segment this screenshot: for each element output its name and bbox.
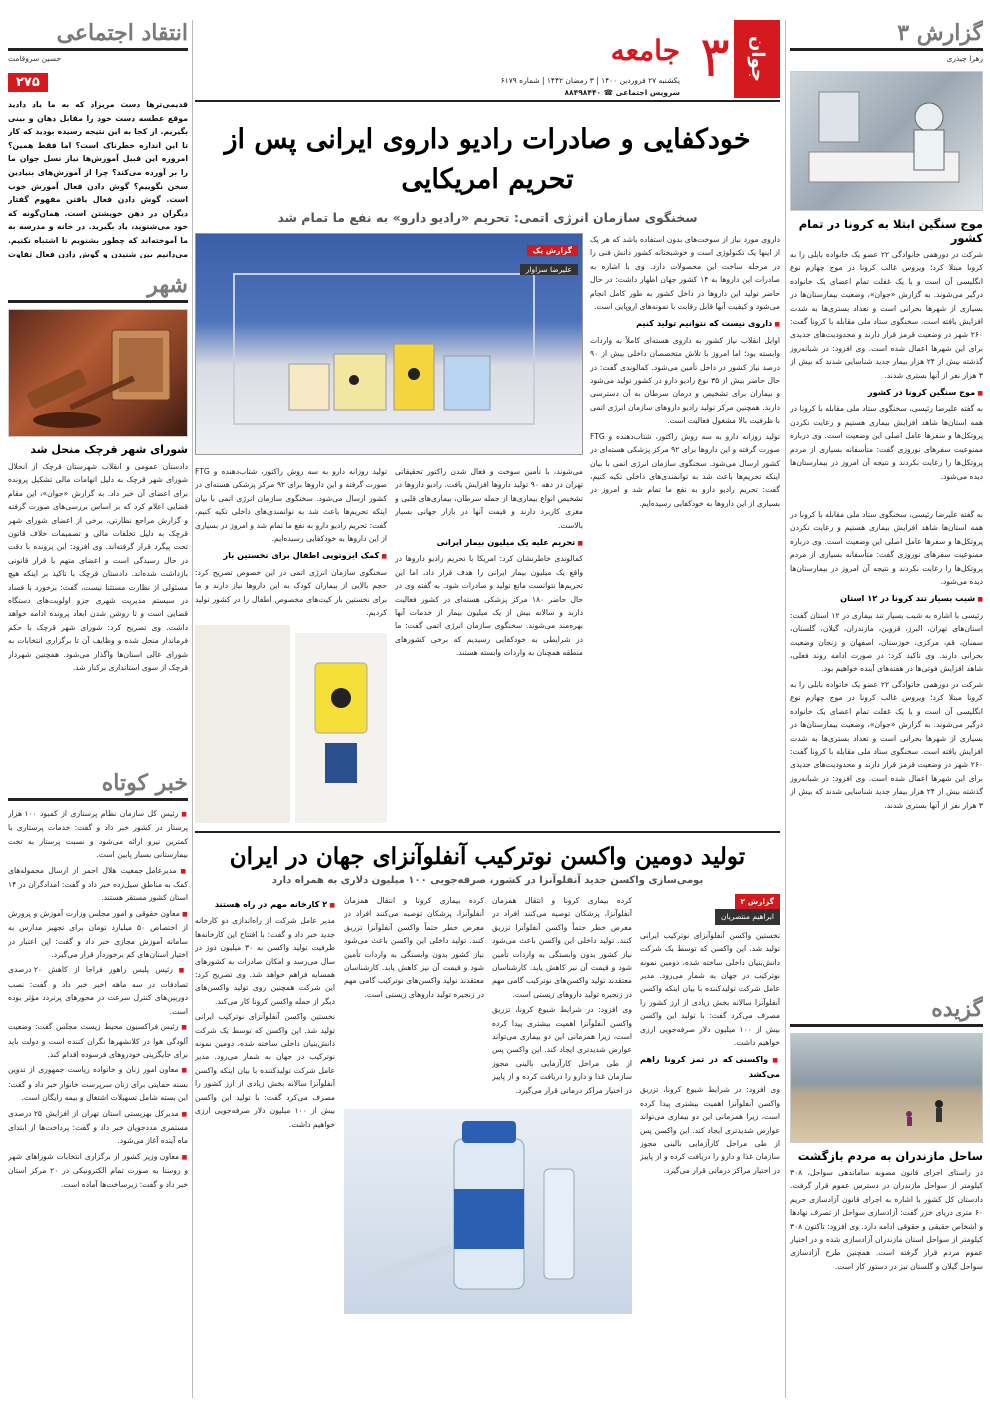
news-item: ■ رئیس پلیس راهور فراجا از کاهش ۲۰ درصدی تصادفات در سه ماهه اخیر خبر داد و گفت: نصب دوربین‌های کنترل سرعت در محورهای پرتردد مؤثر بوده است. — [8, 963, 188, 1018]
city-headline: شورای شهر قرچک منحل شد — [30, 443, 188, 456]
main-story-col-3 — [195, 465, 387, 625]
hospital-photo — [790, 71, 983, 211]
para: تولید روزانه دارو به سه روش راکتور، شتاب‌دهنده و FTG صورت گرفته و این داروها برای ۹۲ مرکز پزشکی هسته‌ای در کشور ارسال می‌شود. سخنگوی سازمان انرژی اتمی با بیان اینکه تحریم‌ها باعث شد به توانمندی‌های داخلی تکیه کنیم، گفت: تحریم رادیو دارو به نفع ما تمام شد و امروز در بسیاری از این داروها به خودکفایی رسیده‌ایم. — [590, 431, 780, 508]
reporter-name-2: ابراهیم منتصریان — [715, 909, 780, 924]
right-headline-2: ساحل مازندران به مردم بازگشت — [797, 1149, 983, 1163]
para: مدیر عامل شرکت از راه‌اندازی دو کارخانه جدید خبر داد و گفت: با افتتاح این کارخانه‌ها ظرفیت تولید واکسن به ۳۰ میلیون دوز در سال می‌رسد و امکان صادرات به کشورهای همسایه فراهم خواهد شد. وی تصریح کرد: این شرکت همچنین روی تولید واکسن‌های دیگر از جمله واکسن کرونا کار می‌کند. — [195, 916, 335, 1006]
section-head-report-title: گزارش ۳ — [897, 20, 983, 46]
section-head-news-title: خبر کوتاه — [101, 770, 188, 796]
para: در راستای اجرای قانون مصوبه ساماندهی سواحل، ۳۰۸ کیلومتر از سواحل مازندران در دسترس عموم قرار گرفت. دادستان کل کشور با اشاره به اجرای قانون آزادسازی حریم ۶۰ متری دریای خزر گفت: آزادسازی سواحل از تصرف نهادها و اشخاص حقیقی و حقوقی ادامه دارد. وی افزود: تاکنون ۳۰۸ کیلومتر از سواحل استان مازندران آزادسازی شده و در اختیار عموم مردم قرار گرفته است. همچنین طرح آزادسازی سواحل گیلان و گلستان نیز در دستور کار است. — [790, 1168, 983, 1271]
right-body-1 — [790, 248, 983, 508]
report-tag: گزارش یک — [527, 245, 578, 256]
page-number: ۳ — [699, 25, 730, 90]
second-story — [195, 894, 780, 1314]
subhead: ■ موج سنگین کرونا در کشور — [790, 386, 983, 400]
para: به گفته علیرضا رئیسی، سخنگوی ستاد ملی مقابله با کرونا در همه استان‌ها شاهد افزایش بیماری هستیم و رعایت نکردن پروتکل‌ها و سفرها عامل اصلی این وضعیت است. وی درباره ممنوعیت سفرهای نوروزی گفت: متأسفانه بسیاری از مردم پروتکل‌ها را رعایت نکردند و نتیجه آن امروز در بیمارستان‌ها دیده می‌شود. — [790, 404, 983, 481]
news-item: ■ رئیس فراکسیون محیط زیست مجلس گفت: وضعیت آلودگی هوا در کلانشهرها نگران کننده است و دولت باید برای جایگزینی خودروهای فرسوده اقدام کند. — [8, 1020, 188, 1061]
main-headline: خودکفایی و صادرات رادیو داروی ایرانی پس از تحریم امریکایی — [224, 124, 751, 195]
para: رئیسی با اشاره به شیب بسیار تند بیماری در ۱۲ استان گفت: استان‌های تهران، البرز، قزوین، مازندران، گیلان، گلستان، سمنان، قم، مرکزی، خوزستان، اصفهان و زنجان وضعیت بحرانی دارند. وی تاکید کرد: در صورت ادامه روند فعلی، شاهد افزایش فوتی‌ها در هفته‌های آینده خواهیم بود. — [790, 610, 983, 674]
right-body-2 — [790, 508, 983, 988]
news-item: ■ معاون حقوقی و امور مجلس وزارت آموزش و پرورش از اختصاص ۵۰ میلیارد تومان برای تجهیز مدارس به سامانه آموزش مجازی خبر داد و گفت: این اعتبار در اختیار استان‌های کم برخوردار قرار می‌گیرد. — [8, 907, 188, 962]
para: نخستین واکسن آنفلوآنزای نوترکیب ایرانی تولید شد. این واکسن که توسط یک شرکت دانش‌بنیان داخلی ساخته شده، دومین نمونه نوترکیب در جهان به شمار می‌رود. مدیر عامل شرکت تولیدکننده با بیان اینکه واکسن آنفلوآنزا سالانه بخش زیادی از ارز کشور را مصرف می‌کرد گفت: با تولید این واکسن بیش از ۱۰۰ میلیون دلار صرفه‌جویی ارزی خواهیم داشت. — [640, 930, 780, 1048]
radiation-vial-icon — [295, 633, 387, 823]
para: می‌شوند، با تأمین سوخت و فعال شدن راکتور تحقیقاتی تهران در دهه ۹۰ تولید داروها افزایش یافت. رادیو داروها در تشخیص انواع بیماری‌ها از جمله سرطان، بیماری‌های قلبی و مغزی کاربرد دارند و قیمت آنها در بازار جهانی بسیار بالاست. — [395, 467, 583, 530]
second-lead: بومی‌سازی واکسن جدید آنفلوآنزا در کشور، صرفه‌جویی ۱۰۰ میلیون دلاری به همراه دارد — [271, 875, 704, 886]
para: کمالوندی خاطرنشان کرد: امریکا با تحریم رادیو داروها در واقع یک میلیون بیمار ایرانی را هدف قرار داد، اما این تحریم‌ها نتوانست مانع تولید و صادرات شود. به گفته وی در حال حاضر ۱۸۰ مرکز پزشکی هسته‌ای در کشور فعالیت دارند و سالانه بیش از یک میلیون بیمار از خدمات آنها بهره‌مند می‌شوند. سخنگوی سازمان انرژی اتمی گفت: ما در شرایطی به خودکفایی رسیدیم که برخی کشورهای منطقه همچنان به واردات وابسته هستند. — [395, 554, 583, 658]
vaccine-photo — [344, 1109, 632, 1314]
para: سخنگوی سازمان انرژی اتمی در این خصوص تصریح کرد: حجم بالایی از بیماران کودک به این داروها نیاز دارند و ما برای نخستین بار کیت‌های مخصوص اطفال را در کشور تولید کردیم. — [195, 567, 387, 618]
para: داروی مورد نیاز از سوخت‌های بدون استفاده باشد که هر یک از اینها یک تکنولوژی است و خوشبختانه کشور دانش فنی را در مرحله ساخت این محصولات دارد. وی با اشاره به صادرات این داروها به ۱۴ کشور جهان اظهار داشت: در حال حاضر تولید این داروها در داخل کشور به طور کامل انجام می‌شود و کیفیت آنها قابل رقابت با نمونه‌های اروپایی است. — [590, 235, 780, 312]
left-column — [8, 20, 188, 1398]
right-headline-1: موج سنگین ابتلا به کرونا در تمام کشور — [798, 217, 983, 245]
subhead: ■ شیب بسیار تند کرونا در ۱۲ استان — [790, 592, 983, 606]
report-tag-2: گزارش ۲ — [735, 894, 780, 909]
radiopharma-photo — [195, 233, 583, 455]
section-head-social — [8, 20, 188, 51]
right-body-3 — [790, 1166, 983, 1398]
news-item: ■ مدیرکل بهزیستی استان تهران از افزایش ۲۵ درصدی مستمری مددجویان خبر داد و گفت: پرداخت‌ها از ابتدای ماه آینده آغاز می‌شود. — [8, 1107, 188, 1148]
para: به گفته علیرضا رئیسی، سخنگوی ستاد ملی مقابله با کرونا در همه استان‌ها شاهد افزایش بیماری هستیم و رعایت نکردن پروتکل‌ها و سفرها عامل اصلی این وضعیت است. وی درباره ممنوعیت سفرهای نوروزی گفت: متأسفانه بسیاری از مردم پروتکل‌ها را رعایت نکردند و نتیجه آن امروز در بیمارستان‌ها دیده می‌شود. — [790, 510, 983, 587]
city-text: دادستان عمومی و انقلاب شهرستان قرچک از انحلال شورای شهر قرچک به دلیل اتهامات مالی تشکیل پرونده برای اعضای آن خبر داد. به گزارش «جوان»، این مقام قضایی اعلام کرد که بر اساس بررسی‌های صورت گرفته و گزارش مراجع نظارتی، برخی از اعضای شورای شهر قرچک به دلیل تخلفات مالی و تصمیمات خلاف قانون تحت پیگرد قرار گرفته‌اند. وی افزود: این پرونده با دقت در حال رسیدگی است و اعضای متهم با قرار قانونی بازداشت شده‌اند. دادستان قرچک با تاکید بر اینکه هیچ مسئولی از نظارت مستثنا نیست، گفت: برخورد با فساد در سیستم مدیریت شهری جزو اولویت‌های دستگاه قضایی است و تا روشن شدن ابعاد پرونده ادامه خواهد داشت. وی تصریح کرد: شورای شهر قرچک با حکم فرماندار منحل شده و وظایف آن تا برگزاری انتخابات به شورای عالی استان‌ها واگذار می‌شود. همچنین شهردار قرچک از سوی استانداری برکنار شد. — [8, 462, 188, 673]
second-story-col-4 — [195, 894, 335, 1314]
para: تولید روزانه دارو به سه روش راکتور، شتاب‌دهنده و FTG صورت گرفته و این داروها برای ۹۲ مرکز پزشکی هسته‌ای در کشور ارسال می‌شود. سخنگوی سازمان انرژی اتمی با بیان اینکه تحریم‌ها باعث شد به توانمندی‌های داخلی تکیه کنیم، گفت: تحریم رادیو دارو به نفع ما تمام شد و امروز در بسیاری از این داروها به خودکفایی رسیده‌ایم. — [195, 467, 387, 544]
section-head-gozide-title: گزیده — [931, 996, 983, 1022]
subhead: ■ داروی نیست که نتوانیم تولید کنیم — [590, 317, 780, 331]
reporter-name: علیرضا سزاوار — [520, 264, 578, 275]
short-news-list — [8, 807, 188, 1398]
main-story-col-2 — [395, 465, 583, 823]
para: اوایل انقلاب نیاز کشور به داروی هسته‌ای کاملاً به واردات وابسته بود؛ اما امروز با تلاش متخصصان داخلی بیش از ۹۰ درصد نیاز کشور در داخل تأمین می‌شود. کمالوندی گفت: در حال حاضر بیش از ۳۵ نوع رادیو دارو در کشور تولید می‌شود و بیماران برای تشخیص و درمان سرطان به آن دسترسی دارند. همچنین مرکز تولید رادیو داروهای سازمان انرژی اتمی با ظرفیت بالا مشغول فعالیت است. — [590, 335, 780, 426]
beach-people-icon — [790, 1034, 982, 1143]
section-head-gozide — [790, 996, 983, 1027]
main-story — [195, 233, 780, 823]
section-head-title: انتقاد اجتماعی — [56, 20, 188, 46]
section-head-city-title: شهر — [147, 272, 188, 298]
para: شرکت در دورهمی خانوادگی ۲۲ عضو یک خانواده بابلی را به کرونا مبتلا کرد؛ ویروس غالب کرونا در موج چهارم نوع انگلیسی آن است و با یک غفلت تمام اعضای یک خانواده درگیر می‌شوند. به گزارش «جوان»، وضعیت بیمارستان‌ها در بسیاری از شهرها بحرانی است و تعداد بستری‌ها به شدت افزایش یافته است. سخنگوی ستاد ملی مقابله با کرونا گفت: ۲۶۰ شهر در وضعیت قرمز قرار دارند و محدودیت‌های جدیدی برای این شهرها اعمال شده است. وی افزود: در شبانه‌روز گذشته بیش از ۲۴ هزار بیمار جدید شناسایی شدند که بیش از ۳ هزار نفر از آنها بستری شدند. — [790, 679, 983, 810]
section-head-city — [8, 272, 188, 303]
side-filler — [195, 625, 290, 823]
masthead — [195, 20, 780, 102]
second-story-col-1 — [640, 894, 780, 1314]
para: وی افزود: در شرایط شیوع کرونا، تزریق واکسن آنفلوآنزا اهمیت بیشتری پیدا کرده است، زیرا همزمانی این دو بیماری می‌تواند عوارض شدیدتری ایجاد کند. این واکسن پس از طی مراحل کارآزمایی بالینی مجوز سازمان غذا و دارو را دریافت کرده و از پاییز در اختیار مراکز درمانی قرار می‌گیرد. — [640, 1085, 780, 1175]
para: نخستین واکسن آنفلوآنزای نوترکیب ایرانی تولید شد. این واکسن که توسط یک شرکت دانش‌بنیان داخلی ساخته شده، دومین نمونه نوترکیب در جهان به شمار می‌رود. مدیر عامل شرکت تولیدکننده با بیان اینکه واکسن آنفلوآنزا سالانه بخش زیادی از ارز کشور را مصرف می‌کرد گفت: با تولید این واکسن بیش از ۱۰۰ میلیون دلار صرفه‌جویی ارزی خواهیم داشت. — [195, 1012, 335, 1129]
news-item: ■ رئیس کل سازمان نظام پرستاری از کمبود ۱۰۰ هزار پرستار در کشور خبر داد و گفت: خدمات پرستاری با کمترین نیرو ارائه می‌شود و نسبت پرستار به تخت بیمارستانی بسیار پایین است. — [8, 807, 188, 862]
main-lead: سخنگوی سازمان انرژی اتمی: تحریم «رادیو دارو» به نفع ما تمام شد — [277, 210, 698, 225]
right-column — [790, 20, 983, 1398]
beach-photo — [790, 1033, 983, 1143]
vaccine-vial-icon — [344, 1109, 632, 1314]
news-item: ■ مدیرعامل جمعیت هلال احمر از ارسال محموله‌های کمک به مناطق سیل‌زده خبر داد و گفت: امدادگران در ۱۴ استان کشور مستقر هستند. — [8, 864, 188, 905]
para: کرده بیماری کرونا و انتقال همزمان آنفلوآنزا، پزشکان توصیه می‌کنند افراد در معرض خطر حتماً واکسن آنفلوآنزا تزریق کنند. تولید داخلی این واکسن باعث می‌شود نیاز کشور بدون وابستگی به واردات تأمین شود و قیمت آن نیز کاهش یابد. کارشناسان معتقدند تولید واکسن‌های نوترکیب گامی مهم در زنجیره تولید داروهای زیستی است. — [344, 896, 484, 999]
news-item: ■ معاون وزیر کشور از برگزاری انتخابات شوراهای شهر و روستا به صورت تمام الکترونیکی در ۲۰ مرکز استان خبر داد و گفت: زیرساخت‌ها آماده است. — [8, 1150, 188, 1191]
subhead: ■ ۲ کارخانه مهم در راه هستند — [195, 898, 335, 912]
section-title: جامعه — [610, 34, 680, 67]
second-headline: تولید دومین واکسن نوترکیب آنفلوآنزای جهان در ایران — [229, 843, 746, 870]
author-name: حسین سروقامت — [8, 54, 61, 63]
subhead: ■ تحریم علیه یک میلیون بیمار ایرانی — [395, 536, 583, 550]
section-head-news — [8, 770, 188, 801]
dateline: یکشنبه ۲۷ فروردین ۱۴۰۰ | ۳ رمضان ۱۴۴۲ | شماره ۶۱۷۹ — [500, 76, 680, 85]
center-column — [195, 20, 780, 1398]
hospital-ward-icon — [790, 72, 982, 211]
para: شرکت در دورهمی خانوادگی ۲۲ عضو یک خانواده بابلی را به کرونا مبتلا کرد؛ ویروس غالب کرونا در موج چهارم نوع انگلیسی آن است و با یک غفلت تمام اعضای یک خانواده درگیر می‌شوند. به گزارش «جوان»، وضعیت بیمارستان‌ها در بسیاری از شهرها بحرانی است و تعداد بستری‌ها به شدت افزایش یافته است. سخنگوی ستاد ملی مقابله با کرونا گفت: ۲۶۰ شهر در وضعیت قرمز قرار دارند و محدودیت‌های جدیدی برای این شهرها اعمال شده است. وی افزود: در شبانه‌روز گذشته بیش از ۲۴ هزار بیمار جدید شناسایی شدند که بیش از ۳ هزار نفر از آنها بستری شدند. — [790, 250, 983, 380]
second-story-col-3 — [344, 894, 484, 1104]
subhead: ■ واکسنی که در تمز کرونا راهم می‌کشد — [640, 1053, 780, 1081]
right-author: زهرا چیذری — [946, 54, 983, 63]
issue-badge: ۲۷۵ — [8, 73, 48, 92]
news-item: ■ معاون امور زنان و خانواده ریاست جمهوری از تدوین بسته حمایتی برای زنان سرپرست خانوار خبر داد و گفت: این بسته شامل تسهیلات اشتغال و بیمه رایگان است. — [8, 1063, 188, 1104]
para: وی افزود: در شرایط شیوع کرونا، تزریق واکسن آنفلوآنزا اهمیت بیشتری پیدا کرده است، زیرا همزمانی این دو بیماری می‌تواند عوارض شدیدتری ایجاد کند. این واکسن پس از طی مراحل کارآزمایی بالینی مجوز سازمان غذا و دارو را دریافت کرده و از پاییز در اختیار مراکز درمانی قرار می‌گیرد. — [492, 1005, 632, 1095]
vial-photo — [295, 633, 387, 823]
para: کرده بیماری کرونا و انتقال همزمان آنفلوآنزا، پزشکان توصیه می‌کنند افراد در معرض خطر حتماً واکسن آنفلوآنزا تزریق کنند. تولید داخلی این واکسن باعث می‌شود نیاز کشور بدون وابستگی به واردات تأمین شود و قیمت آن نیز کاهش یابد. کارشناسان معتقدند تولید واکسن‌های نوترکیب گامی مهم در زنجیره تولید داروهای زیستی است. — [492, 896, 632, 999]
column-text: قدیمی‌ترها دست مریزاد که به ما یاد دادید موقع عطسه دست خود را مقابل دهان و بینی بگیریم. از کجا به این نتیجه رسیده بودید که کار تا این اندازه خطرناک است؟ اما فقط همین؟ امروزه این قبیل آموزش‌ها نیاز نسل جوان ما را بر آورده می‌کند؟ چرا از آموزش‌های بنیادین سخن نگوییم؟ گوش دادن فعال آموزش خوب است. گوش دادن فعال یافتن مفهوم گفتار دیگران در ذهن خویشتن است. همان‌گونه که خود می‌شنوید، یاد بگیرید. در خانه و مدرسه به ما آموخته‌اند که چطور بشنویم تا اشتباه نکنیم. می‌دانیم بین شنیدن و گوش دادن فعال تفاوت — [8, 100, 188, 258]
gavel-icon — [8, 310, 187, 437]
contact-info: سرویس اجتماعی ☎ ۸۸۴۹۸۴۴۰ — [564, 88, 680, 97]
section-head-report — [790, 20, 983, 51]
main-story-col-1 — [590, 233, 780, 823]
newspaper-logo: جوان — [734, 20, 780, 98]
subhead: ■ کمک ایزوتوپی اطفال برای نخستین بار — [195, 549, 387, 563]
gavel-photo — [8, 309, 188, 437]
